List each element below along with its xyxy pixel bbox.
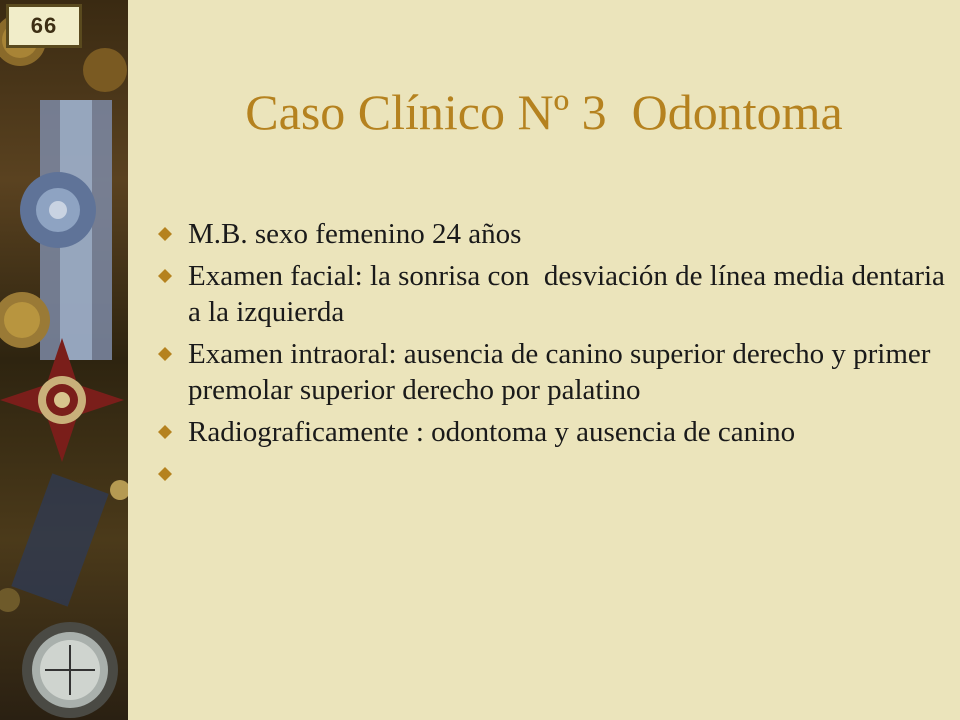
bullet-text: Examen facial: la sonrisa con desviación de línea media dentaria a la izquierda	[188, 260, 953, 328]
bullet-item	[158, 336, 948, 408]
bullet-text: Examen intraoral: ausencia de canino superior derecho y primer premolar superior derecho por palatino	[188, 338, 938, 406]
bullet-text: Radiograficamente : odontoma y ausencia de canino	[188, 416, 796, 448]
decorative-side-image	[0, 0, 128, 720]
medal-collage-icon	[0, 0, 128, 720]
diamond-bullet-icon	[158, 347, 172, 361]
bullet-list	[158, 216, 953, 498]
bullet-text: M.B. sexo femenino 24 años	[188, 218, 522, 250]
bullet-item	[158, 414, 948, 450]
bullet-item	[158, 258, 953, 330]
bullet-item	[158, 216, 948, 252]
diamond-bullet-icon	[158, 269, 172, 283]
diamond-bullet-icon	[158, 467, 172, 481]
diamond-bullet-icon	[158, 425, 172, 439]
diamond-bullet-icon	[158, 227, 172, 241]
bullet-item	[158, 456, 948, 492]
page-number-badge: 66	[6, 4, 82, 48]
slide-title: Caso Clínico Nº 3 Odontoma	[245, 84, 843, 140]
